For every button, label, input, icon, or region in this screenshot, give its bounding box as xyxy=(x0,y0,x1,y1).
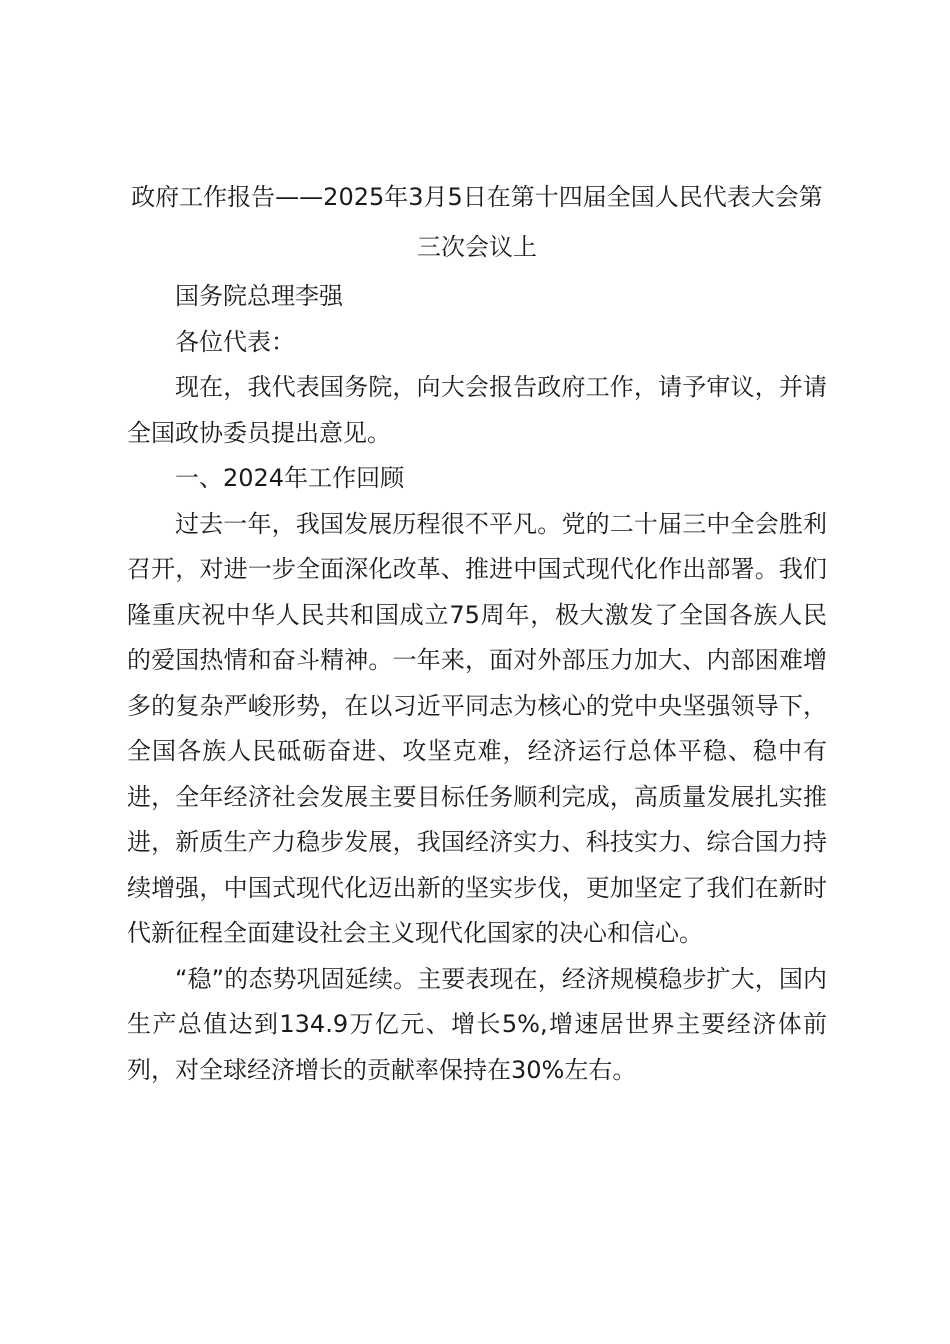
document-body xyxy=(127,172,827,1093)
section-heading: 一、2024年工作回顾 xyxy=(175,464,405,492)
document-title: 政府工作报告——2025年3月5日在第十四届全国人民代表大会第三次会议上 xyxy=(131,183,823,261)
document-salutation: 各位代表： xyxy=(175,327,295,356)
paragraph-stability: “稳”的态势巩固延续。主要表现在，经济规模稳步扩大，国内生产总值达到134.9万亿元、增长5%,增速居世界主要经济体前列，对全球经济增长的贡献率保持在30%左右。 xyxy=(127,964,827,1084)
paragraph-intro: 现在，我代表国务院，向大会报告政府工作，请予审议，并请全国政协委员提出意见。 xyxy=(127,373,827,447)
document-author: 国务院总理李强 xyxy=(175,282,343,310)
paragraph-review: 过去一年，我国发展历程很不平凡。党的二十届三中全会胜利召开，对进一步全面深化改革、推进中国式现代化作出部署。我们隆重庆祝中华人民共和国成立75周年，极大激发了全国各族人民的爱国热情和奋斗精神。一年来，面对外部压力加大、内部困难增多的复杂严峻形势，在以习近平同志为核心的党中央坚强领导下，全国各族人民砥砺奋进、攻坚克难，经济运行总体平稳、稳中有进，全年经济社会发展主要目标任务顺利完成，高质量发展扎实推进，新质生产力稳步发展，我国经济实力、科技实力、综合国力持续增强，中国式现代化迈出新的坚实步伐，更加坚定了我们在新时代新征程全面建设社会主义现代化国家的决心和信心。 xyxy=(127,509,827,947)
